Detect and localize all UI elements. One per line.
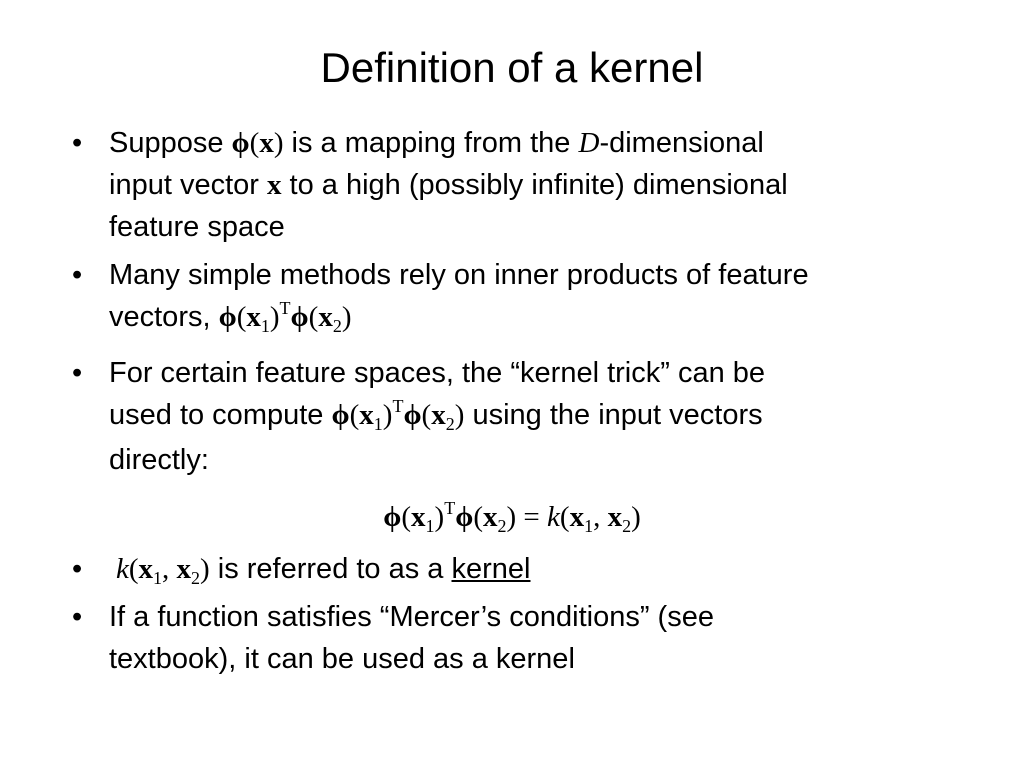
paren-close: ) bbox=[434, 501, 445, 533]
text-fragment: -dimensional bbox=[599, 127, 764, 159]
kernel-function-k: k bbox=[547, 501, 560, 533]
text-fragment: input vector bbox=[109, 169, 267, 201]
subscript: 2 bbox=[332, 316, 342, 336]
paren-close: ) bbox=[273, 127, 284, 159]
vector-x: x bbox=[431, 399, 446, 431]
bullet-item-2 bbox=[72, 254, 952, 341]
paren-close: ) bbox=[269, 301, 280, 333]
phi-symbol: ϕ bbox=[383, 501, 402, 533]
subscript: 2 bbox=[497, 516, 507, 536]
paren-open: ( bbox=[249, 127, 260, 159]
vector-x: x bbox=[266, 169, 282, 201]
bullet-item-1 bbox=[72, 122, 952, 248]
kernel-equation bbox=[0, 496, 1024, 541]
subscript: 1 bbox=[425, 516, 435, 536]
paren-open: ( bbox=[308, 301, 319, 333]
bullet-marker: • bbox=[72, 601, 83, 633]
vector-x: x bbox=[359, 399, 374, 431]
subscript: 1 bbox=[260, 316, 270, 336]
superscript: T bbox=[444, 498, 456, 518]
subscript: 2 bbox=[445, 414, 455, 434]
slide-title: Definition of a kernel bbox=[320, 44, 704, 91]
comma: , bbox=[593, 501, 608, 533]
phi-symbol: ϕ bbox=[218, 301, 237, 333]
subscript: 2 bbox=[622, 516, 632, 536]
kernel-term: kernel bbox=[451, 553, 531, 585]
phi-symbol: ϕ bbox=[331, 399, 350, 431]
paren-open: ( bbox=[128, 553, 139, 585]
paren-close: ) bbox=[341, 301, 352, 333]
text-fragment: using the input vectors bbox=[464, 399, 763, 431]
text-fragment: Suppose bbox=[109, 127, 232, 159]
paren-open: ( bbox=[349, 399, 360, 431]
math-D: D bbox=[578, 127, 600, 159]
text-fragment: used to compute bbox=[109, 399, 332, 431]
bullet-marker: • bbox=[72, 357, 83, 389]
subscript: 1 bbox=[153, 568, 163, 588]
bullet-item-4 bbox=[72, 548, 952, 593]
phi-symbol: ϕ bbox=[290, 301, 309, 333]
text-fragment: is a mapping from the bbox=[283, 127, 579, 159]
vector-x: x bbox=[176, 553, 192, 585]
subscript: 2 bbox=[191, 568, 201, 588]
bullet-text bbox=[109, 352, 952, 481]
text-fragment: Many simple methods rely on inner products of feature bbox=[109, 259, 809, 291]
bullet-text bbox=[109, 122, 952, 248]
bullet-item-3 bbox=[72, 352, 952, 481]
vector-x: x bbox=[259, 127, 274, 159]
paren-open: ( bbox=[559, 501, 570, 533]
equals-sign: = bbox=[516, 501, 548, 533]
paren-open: ( bbox=[473, 501, 483, 533]
text-fragment: to a high (possibly infinite) dimensional bbox=[281, 169, 788, 201]
math-phi-x bbox=[232, 127, 284, 159]
bullet-text bbox=[116, 548, 952, 593]
paren-close: ) bbox=[506, 501, 517, 533]
text-fragment: textbook), it can be used as a kernel bbox=[109, 643, 575, 675]
bullet-text bbox=[109, 254, 952, 341]
vector-x: x bbox=[246, 301, 261, 333]
paren-open: ( bbox=[401, 501, 412, 533]
math-inner-product bbox=[331, 396, 465, 434]
vector-x: x bbox=[607, 501, 623, 533]
bullet-item-5 bbox=[72, 596, 952, 680]
subscript: 1 bbox=[373, 414, 383, 434]
text-fragment: is referred to as a bbox=[209, 553, 452, 585]
superscript: T bbox=[392, 396, 404, 416]
text-fragment: feature space bbox=[109, 211, 285, 243]
math-inner-product bbox=[218, 298, 352, 336]
comma: , bbox=[162, 553, 177, 585]
paren-close: ) bbox=[631, 501, 641, 533]
superscript: T bbox=[279, 298, 291, 318]
subscript: 1 bbox=[584, 516, 594, 536]
vector-x: x bbox=[318, 301, 333, 333]
paren-open: ( bbox=[421, 399, 432, 431]
bullet-marker: • bbox=[72, 127, 83, 159]
phi-symbol: ϕ bbox=[403, 399, 422, 431]
text-fragment: directly: bbox=[109, 444, 209, 476]
vector-x: x bbox=[569, 501, 585, 533]
vector-x: x bbox=[138, 553, 154, 585]
paren-close: ) bbox=[200, 553, 210, 585]
kernel-function-k: k bbox=[116, 553, 129, 585]
text-fragment: vectors, bbox=[109, 301, 219, 333]
math-kernel-function bbox=[116, 553, 210, 588]
vector-x: x bbox=[482, 501, 498, 533]
bullet-marker: • bbox=[72, 553, 83, 585]
paren-close: ) bbox=[454, 399, 465, 431]
text-fragment: If a function satisfies “Mercer’s conditions” (see bbox=[109, 601, 714, 633]
phi-symbol: ϕ bbox=[231, 127, 250, 159]
bullet-text bbox=[109, 596, 952, 680]
bullet-marker: • bbox=[72, 259, 83, 291]
phi-symbol: ϕ bbox=[455, 501, 474, 533]
text-fragment: For certain feature spaces, the “kernel trick” can be bbox=[109, 357, 766, 389]
vector-x: x bbox=[411, 501, 426, 533]
paren-open: ( bbox=[236, 301, 247, 333]
paren-close: ) bbox=[382, 399, 393, 431]
